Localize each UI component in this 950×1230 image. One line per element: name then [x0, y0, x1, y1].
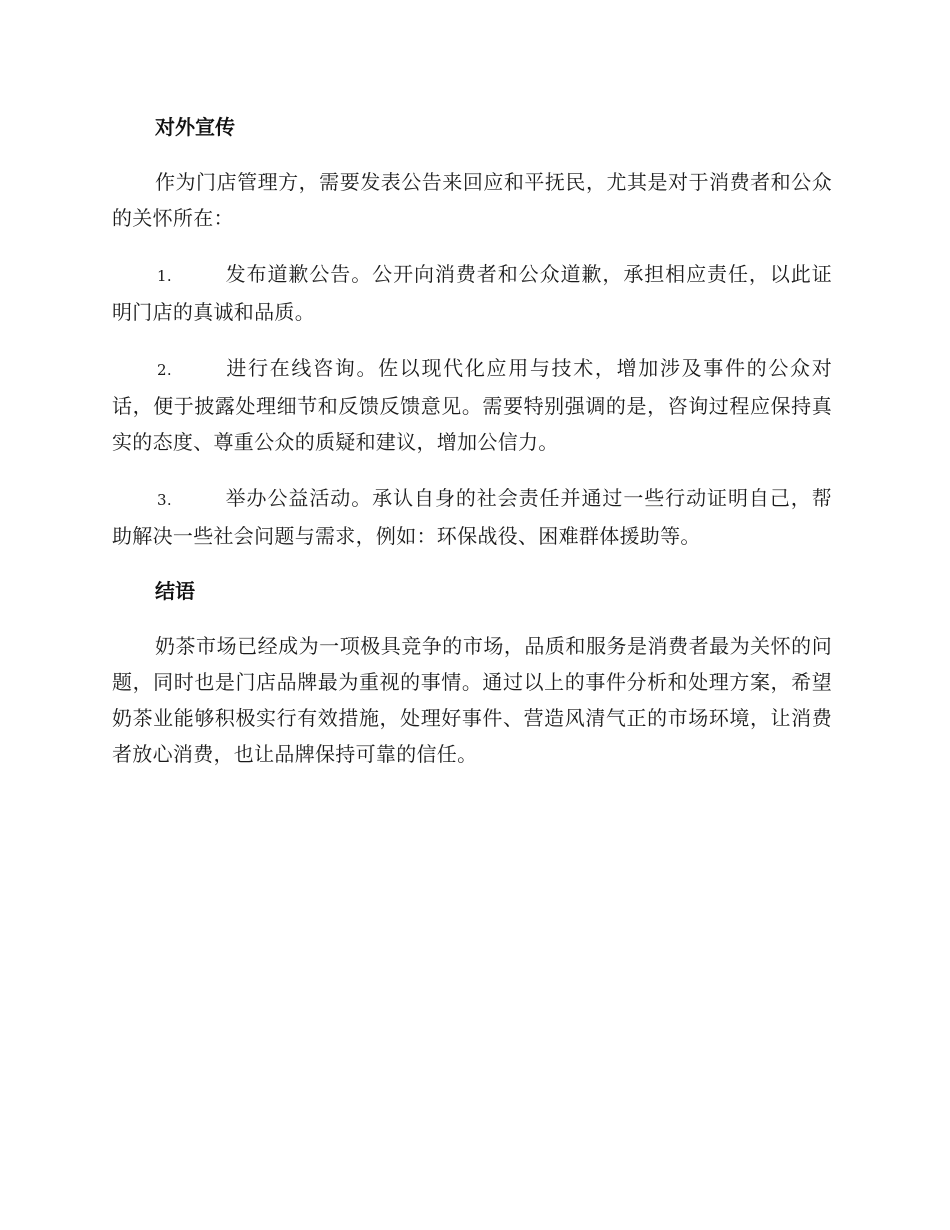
- section-heading-conclusion: 结语: [155, 579, 195, 603]
- list-item-1: [112, 256, 832, 330]
- list-item-text: 进行在线咨询。佐以现代化应用与技术，增加涉及事件的公众对话，便于披露处理细节和反馈反馈意见。需要特别强调的是，咨询过程应保持真实的态度、尊重公众的质疑和建议，增加公信力。: [112, 356, 832, 454]
- section-heading-publicity: 对外宣传: [155, 115, 235, 139]
- list-item-number: 2.: [157, 361, 172, 379]
- list-item-text: 举办公益活动。承认自身的社会责任并通过一些行动证明自己，帮助解决一些社会问题与需求，例如：环保战役、困难群体援助等。: [112, 486, 832, 548]
- document-page: [112, 110, 832, 792]
- list-item-3: [112, 480, 832, 554]
- list-item-text: 发布道歉公告。公开向消费者和公众道歉，承担相应责任，以此证明门店的真诚和品质。: [112, 262, 832, 324]
- list-item-number: 1.: [157, 267, 172, 285]
- list-item-number: 3.: [157, 491, 172, 509]
- publicity-intro-paragraph: 作为门店管理方，需要发表公告来回应和平抚民，尤其是对于消费者和公众的关怀所在：: [112, 170, 832, 230]
- list-item-2: [112, 350, 832, 460]
- conclusion-paragraph: 奶茶市场已经成为一项极具竞争的市场，品质和服务是消费者最为关怀的问题，同时也是门店品牌最为重视的事情。通过以上的事件分析和处理方案，希望奶茶业能够积极实行有效措施，处理好事件、营造风清气正的市场环境，让消费者放心消费，也让品牌保持可靠的信任。: [112, 634, 832, 766]
